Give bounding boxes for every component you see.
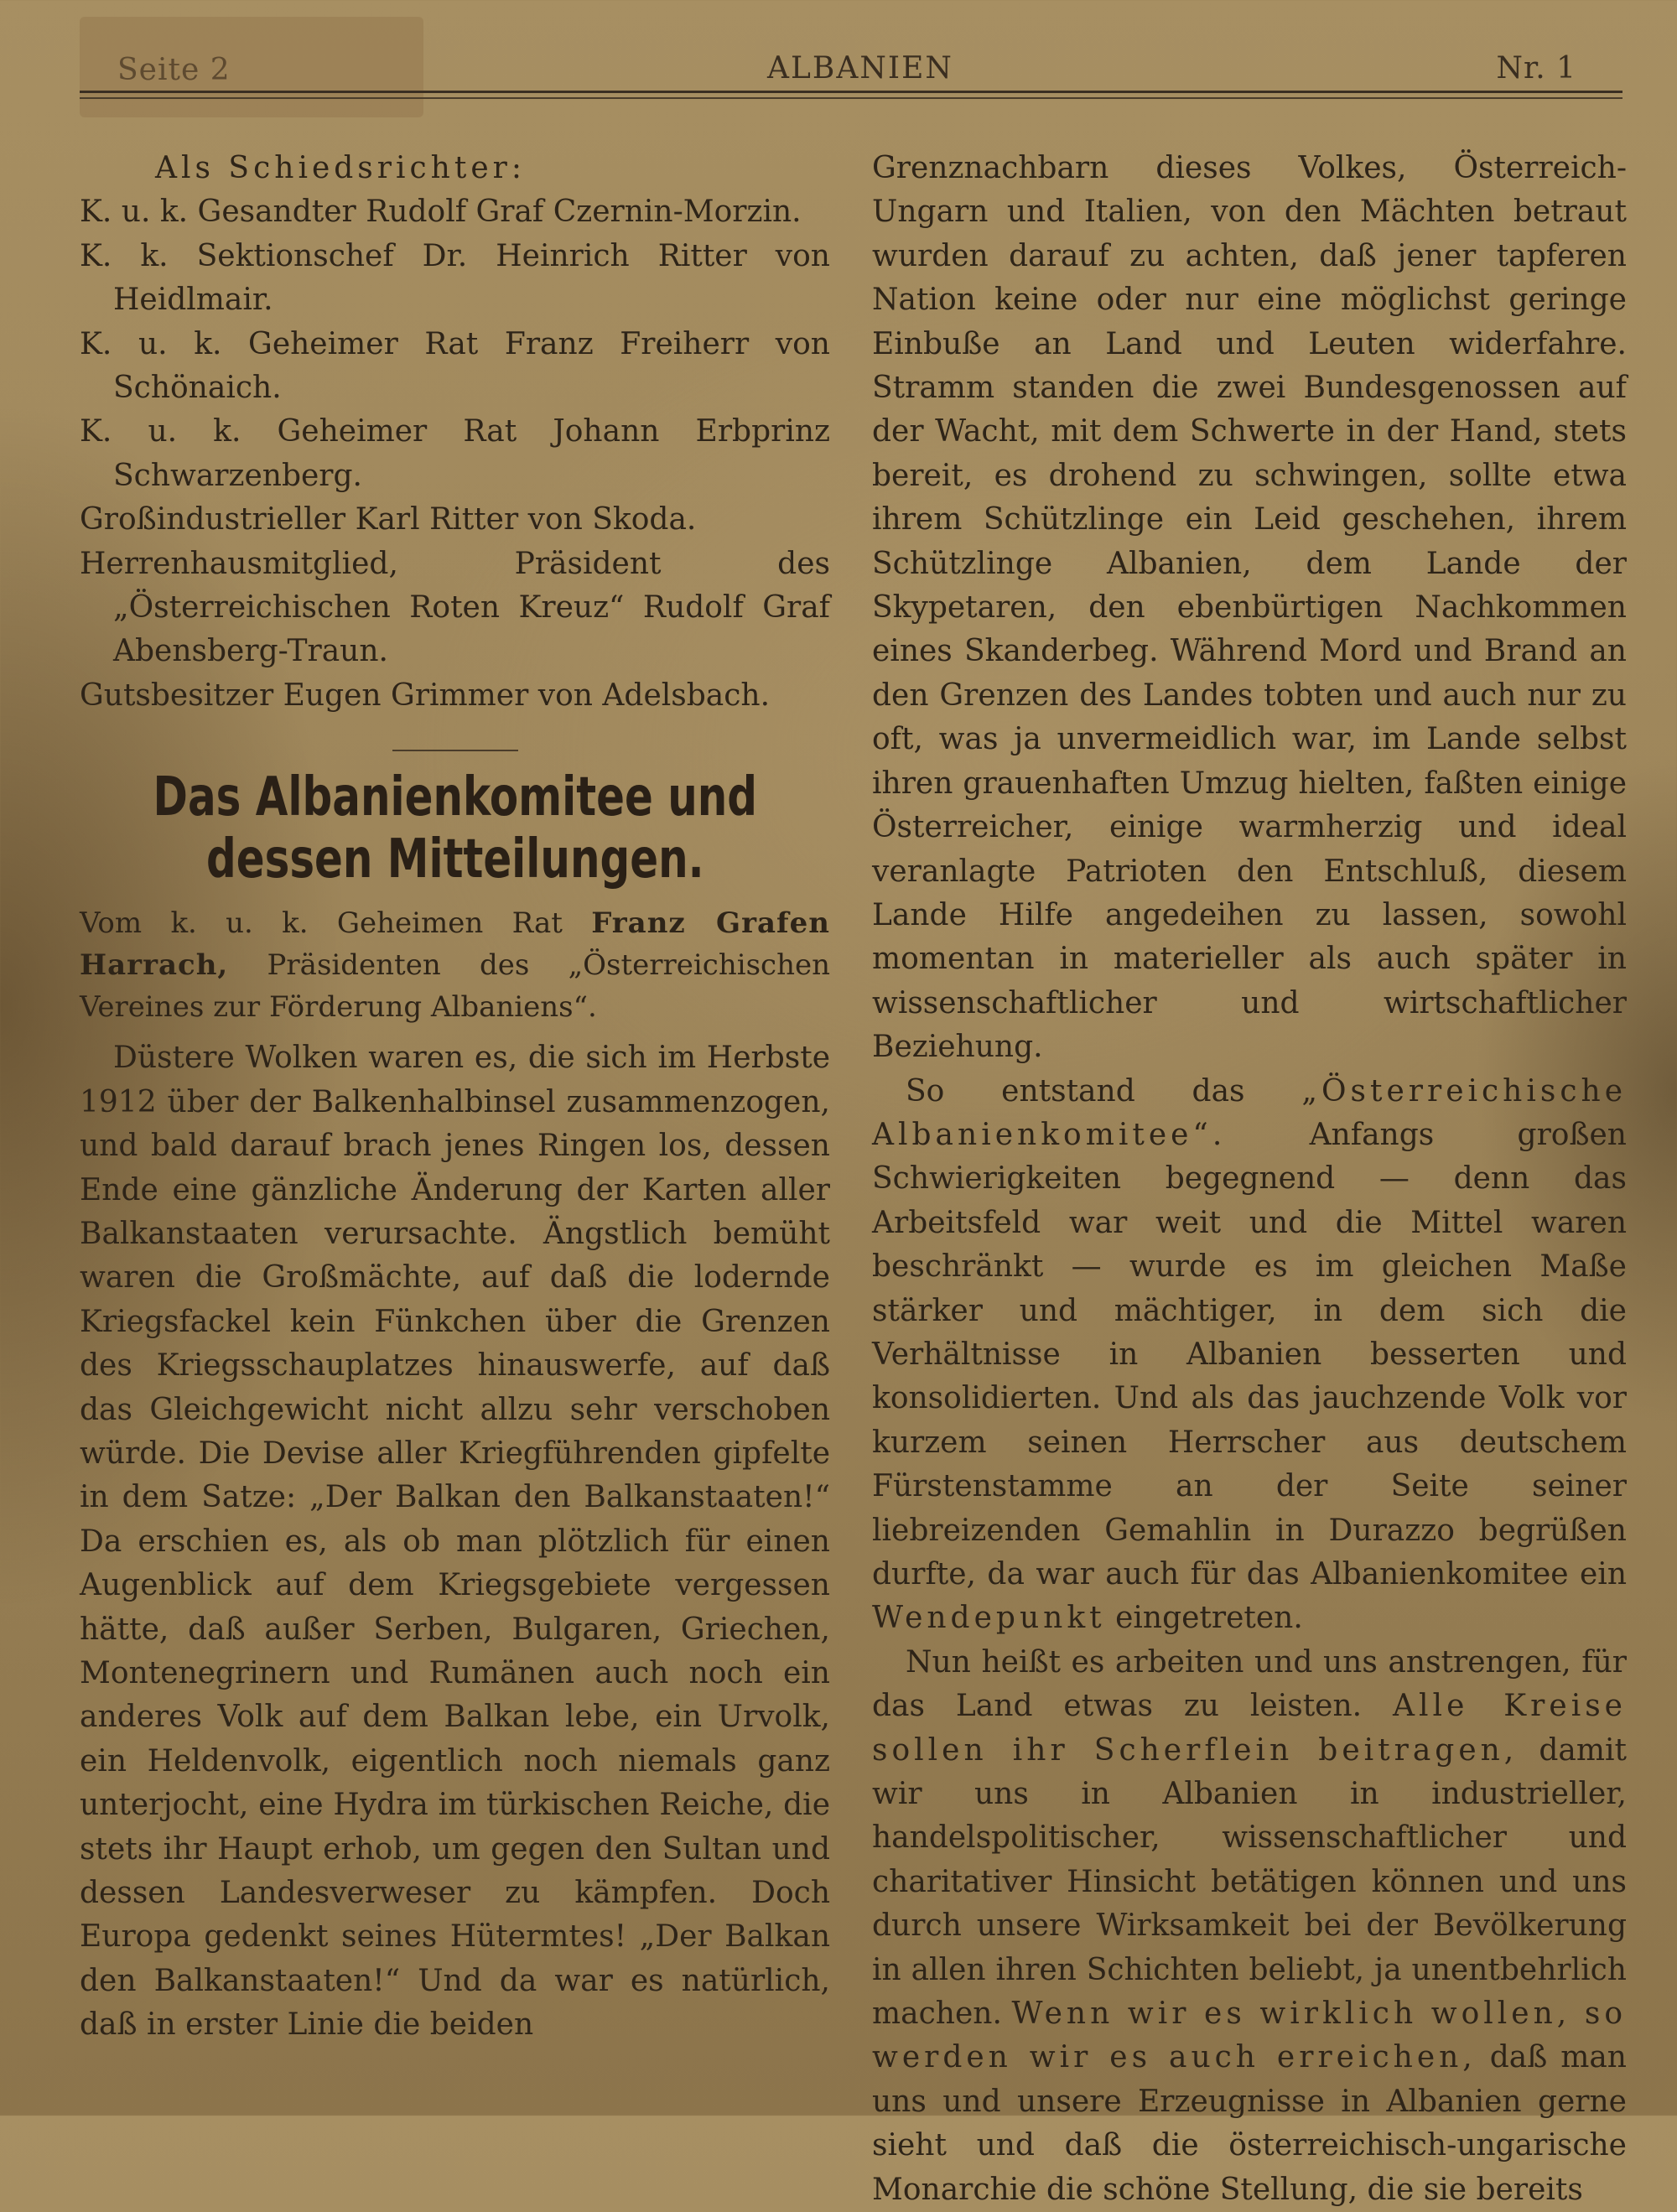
publication-title: ALBANIEN [767, 51, 953, 86]
p3-text-3: daß man uns und unsere Erzeugnisse in Albanien gerne sieht und daß die österreichisch-ungarische Monarchie die schöne Stellung, die sie bereits [872, 2040, 1627, 2207]
header-rule [80, 91, 1622, 93]
issue-number: Nr. 1 [1496, 51, 1576, 86]
arbiter-5: Großindustrieller Karl Ritter von Skoda. [80, 502, 697, 537]
p2-emphasis-2: Wendepunkt [872, 1601, 1106, 1636]
p3-text-1: Nun heißt es arbeiten und uns anstrengen, für das Land etwas zu leisten. [872, 1644, 1627, 1724]
arbiter-6: Herrenhausmitglied, Präsident des „Österreichischen Roten Kreuz“ Rudolf Graf Abensberg-Traun. [80, 546, 830, 669]
left-column [80, 147, 830, 2048]
arbiters-heading: Als Schiedsrichter: [155, 151, 526, 185]
p2-text-3: eingetreten. [1115, 1601, 1303, 1636]
article-paragraph-1: Düstere Wolken waren es, die sich im Herbste 1912 über der Balkenhalbinsel zusammenzogen, und bald darauf brach jenes Ringen los, dessen Ende eine gänzliche Änderung der Karten aller Balkanstaaten verursachte. Ängstlich bemüht waren die Großmächte, auf daß die lodernde Kriegsfackel kein Fünkchen über die Grenzen des Kriegsschauplatzes hinauswerfe, auf daß das Gleichgewicht nicht allzu sehr verschoben würde. Die Devise aller Kriegführenden gipfelte in dem Satze: „Der Balkan den Balkanstaaten!“ Da erschien es, als ob man plötzlich für einen Augenblick auf dem Kriegsgebiete vergessen hätte, daß außer Serben, Bulgaren, Griechen, Montenegrinern und Rumänen auch noch ein anderes Volk auf dem Balkan lebe, ein Urvolk, ein Heldenvolk, eigentlich noch niemals ganz unterjocht, eine Hydra im türkischen Reiche, die stets ihr Haupt erhob, um gegen den Sultan und dessen Landesverweser zu kämpfen. Doch Europa gedenkt seines Hütermtes! „Der Balkan den Balkanstaaten!“ Und da war es natürlich, daß in erster Linie die beiden [80, 1041, 830, 2043]
p2-text-1: So entstand das [906, 1073, 1245, 1109]
arbiter-2: K. k. Sektionschef Dr. Heinrich Ritter von Heidlmair. [80, 238, 830, 318]
section-divider [392, 750, 518, 751]
p2-text-2: Anfangs großen Schwierigkeiten begegnend — denn das Arbeitsfeld war weit und die Mittel waren beschränkt — wurde es im gleichen Maße stärker und mächtiger, in dem sich die Verhältnisse in Albanien besserten und konsolidierten. Und als das jauchzende Volk vor kurzem seinen Herrscher aus deutschem Fürstenstamme an der Seite seiner liebreizenden Gemahlin in Durazzo begrüßen durfte, da war auch für das Albanienkomitee ein [872, 1117, 1627, 1591]
p3-emphasis-1: Alle Kreise sollen ihr Scherflein beitragen, [872, 1689, 1627, 1768]
byline-prefix: Vom k. u. k. Geheimen Rat [80, 906, 563, 941]
p3-text-2: damit wir uns in Albanien in industrieller, handelspolitischer, wissenschaftlicher und charitativer Hinsicht betätigen können und uns durch unsere Wirksamkeit bei der Bevölkerung in allen ihren Schichten beliebt, ja unentbehrlich machen. [872, 1732, 1628, 2032]
article-byline [80, 902, 830, 1028]
p2-emphasis-1: „Österreichische Albanienkomitee“. [872, 1073, 1628, 1152]
arbiter-4: K. u. k. Geheimer Rat Johann Erbprinz Schwarzenberg. [80, 414, 830, 493]
page-header [80, 46, 1622, 96]
arbiter-3: K. u. k. Geheimer Rat Franz Freiherr von Schönaich. [80, 326, 830, 406]
article-paragraph-3 [872, 1641, 1627, 2212]
article-paragraph-continued: Grenznachbarn dieses Volkes, Österreich-Ungarn und Italien, von den Mächten betraut wurden darauf zu achten, daß jener tapferen Nation keine oder nur eine möglichst geringe Einbuße an Land und Leuten widerfahre. Stramm standen die zwei Bundesgenossen auf der Wacht, mit dem Schwerte in der Hand, stets bereit, es drohend zu schwingen, sollte etwa ihrem Schützlinge ein Leid geschehen, ihrem Schützlinge Albanien, dem Lande der Skypetaren, den ebenbürtigen Nachkommen eines Skanderbeg. Während Mord und Brand an den Grenzen des Landes tobten und auch nur zu oft, was ja unvermeidlich war, im Lande selbst ihren grauenhaften Umzug hielten, faßten einige Österreicher, einige warmherzig und ideal veranlagte Patrioten den Entschluß, diesem Lande Hilfe angedeihen zu lassen, sowohl momentan in materieller als auch später in wissenschaftlicher und wirtschaftlicher Beziehung. [872, 151, 1627, 1065]
p3-emphasis-2: Wenn wir es wirklich wollen, so werden wir es auch erreichen, [872, 1997, 1627, 2075]
header-rule-thin [80, 97, 1622, 99]
right-column [872, 147, 1627, 2212]
arbiter-1: K. u. k. Gesandter Rudolf Graf Czernin-Morzin. [80, 195, 802, 230]
arbiter-7: Gutsbesitzer Eugen Grimmer von Adelsbach. [80, 678, 771, 713]
byline-author: Franz Grafen Harrach, [80, 906, 830, 983]
page-number: Seite 2 [117, 53, 231, 87]
byline-affiliation: Präsidenten des „Österreichischen Vereines zur Förderung Albaniens“. [80, 948, 831, 1025]
article-title: Das Albanienkomitee und dessen Mitteilungen. [153, 766, 757, 891]
article-paragraph-2 [872, 1070, 1627, 1641]
